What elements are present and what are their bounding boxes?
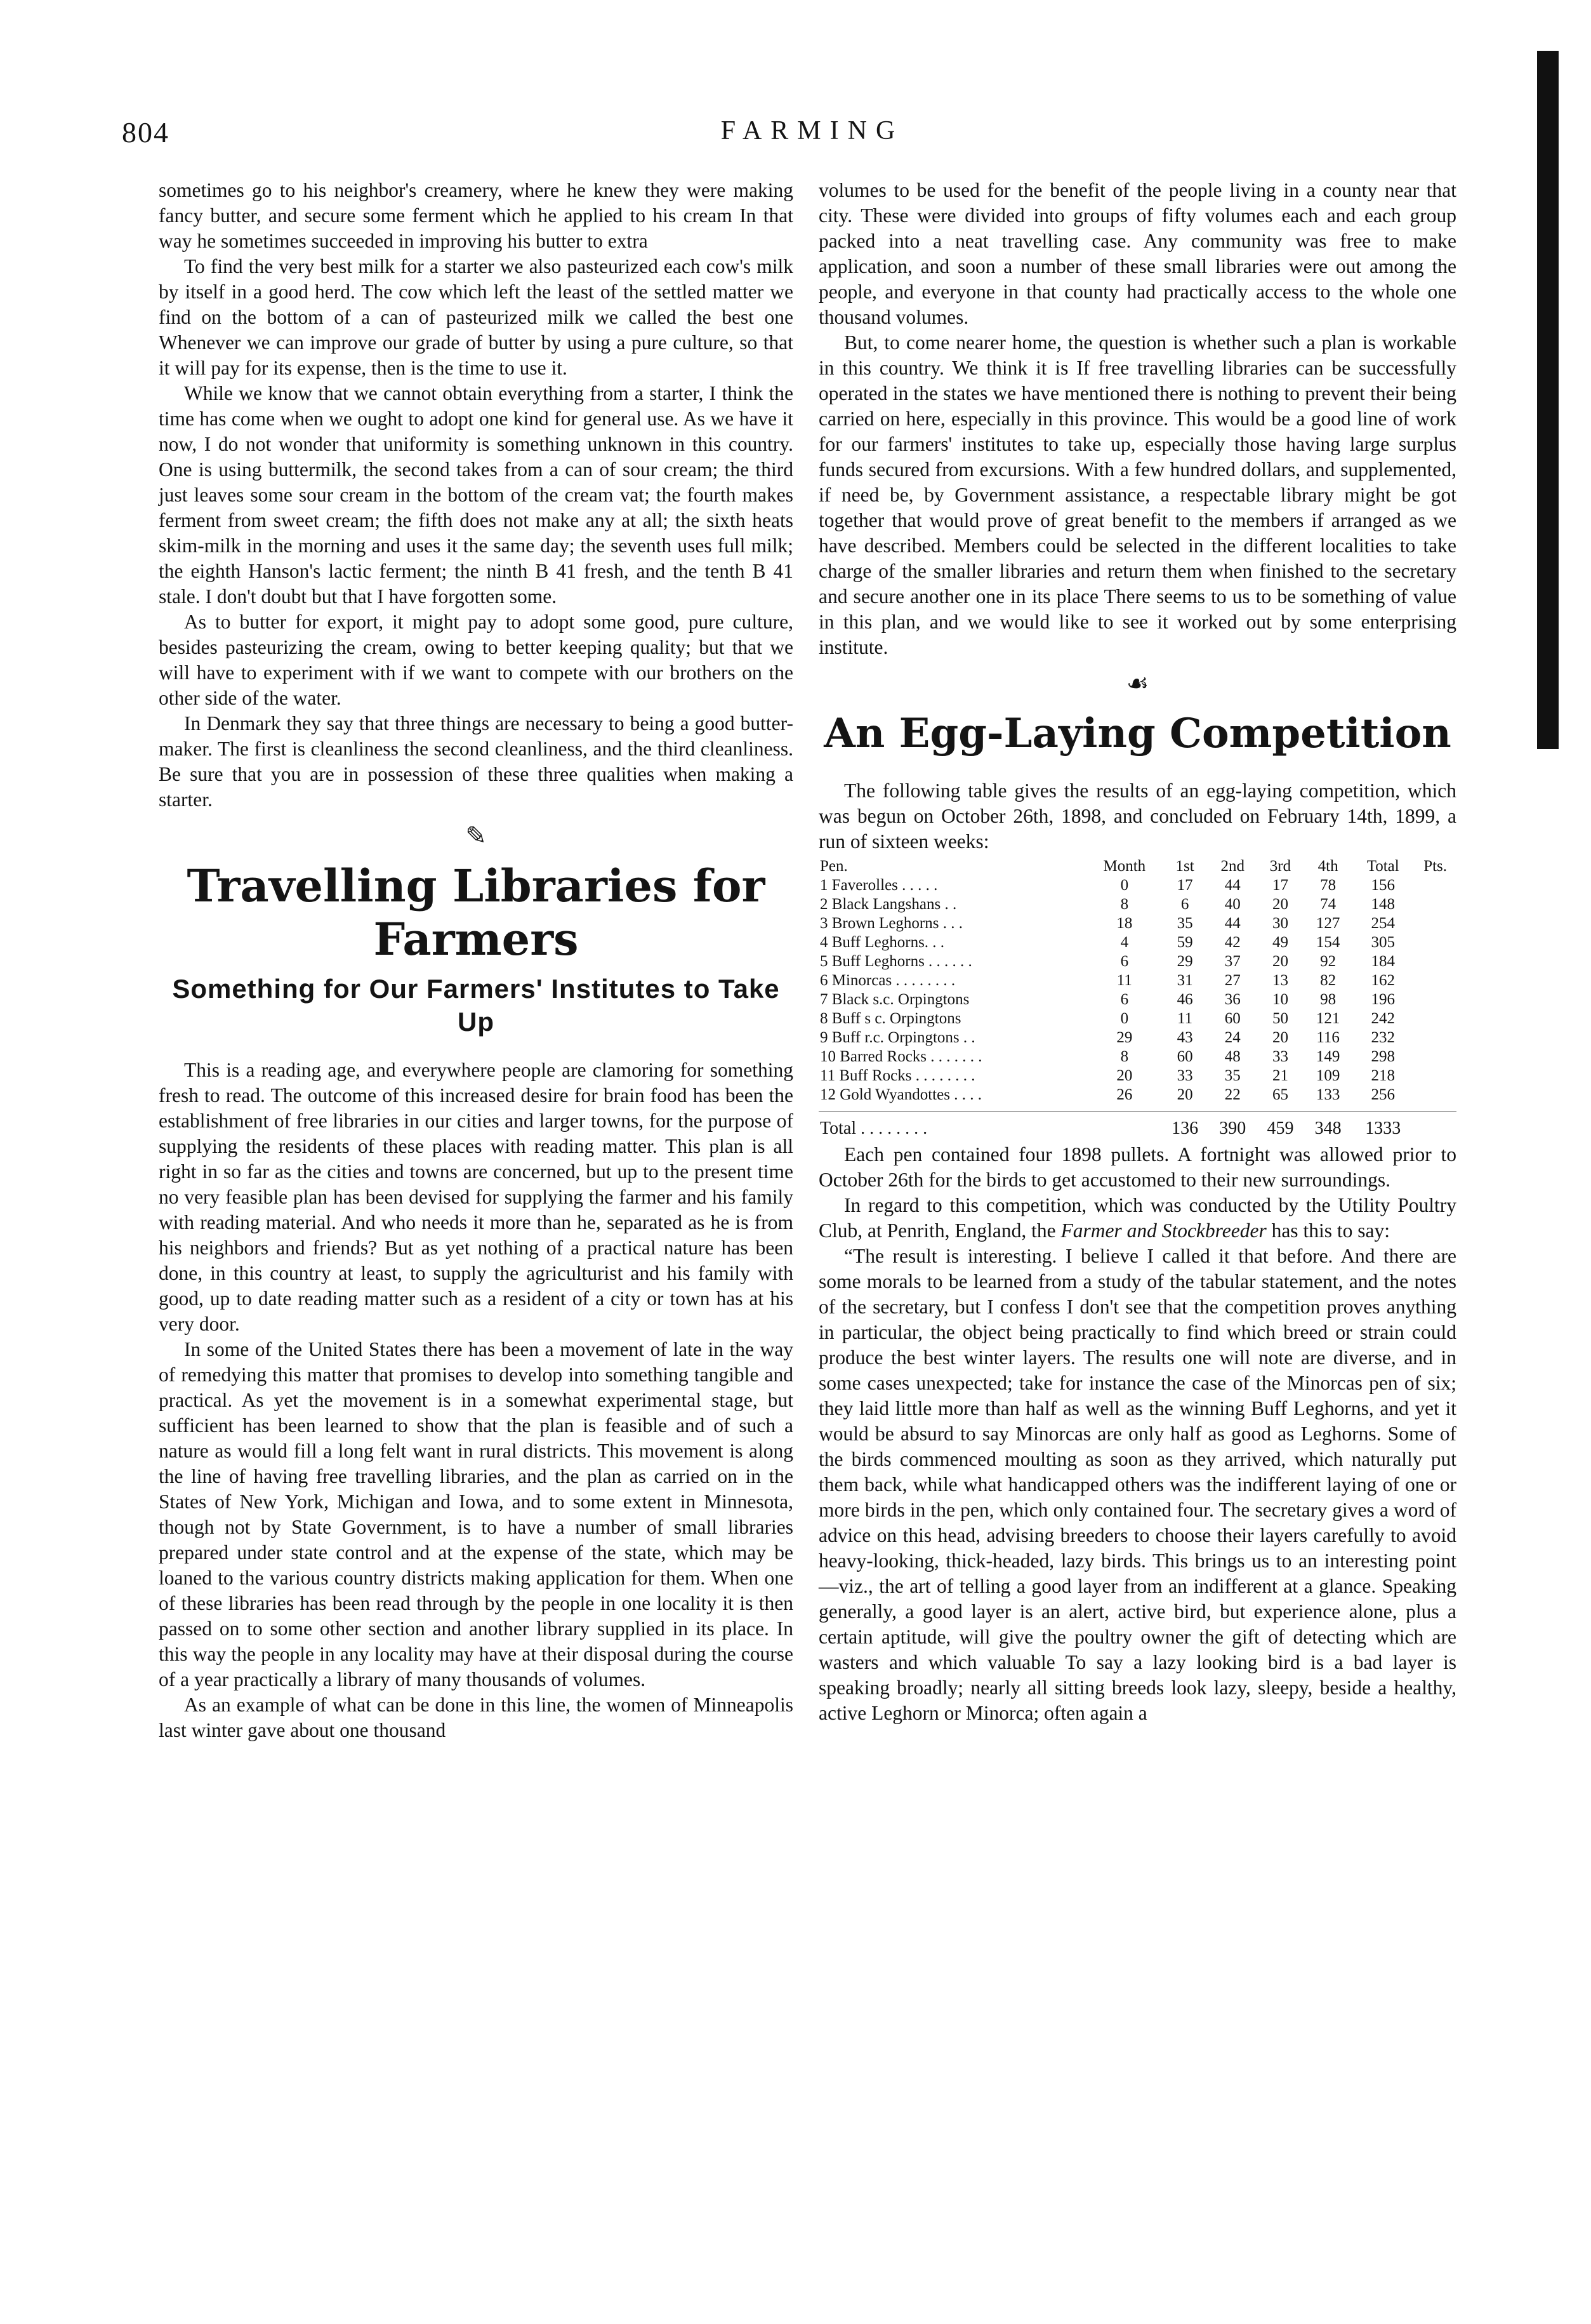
table-cell: 44	[1224, 915, 1241, 932]
table-cell: 11	[1177, 1010, 1193, 1027]
table-cell: 20	[1272, 1029, 1288, 1046]
paragraph: As to butter for export, it might pay to adopt some good, pure culture, besides pasteurizing the cream, owing to better keeping quality; but that we will have to experiment with if we want to compete with our brothers on the other side of the water.	[159, 611, 793, 709]
table-cell: 20	[1116, 1067, 1133, 1084]
table-cell: 21	[1272, 1067, 1288, 1084]
paragraph	[819, 1193, 1456, 1244]
paragraph: While we know that we cannot obtain everything from a starter, I think the time has come when we ought to adopt one kind for general use. As we have it now, I do not wonder that uniformity is something unknown in this country. One is using buttermilk, the second takes from a can of sour cream; the third just leaves some sour cream in the bottom of the cream vat; the fourth makes ferment from sweet cream; the fifth does not make any at all; the sixth heats skim-milk in the morning and uses it the same day; the seventh uses full milk; the eighth Hanson's lactic ferment; the ninth B 41 fresh, and the tenth B 41 stale. I don't doubt but that I have forgotten some.	[159, 382, 793, 608]
pen-name-cell: 12 Gold Wyandottes . . . .	[820, 1086, 982, 1103]
table-row	[819, 914, 1456, 933]
table-cell: 298	[1371, 1048, 1395, 1065]
table-row	[819, 1086, 1456, 1105]
paragraph: “The result is interesting. I believe I called it that before. And there are some morals to be learned from a study of the tabular statement, and the notes of the secretary, but I confess I don't see that the competition proves anything in particular, the object being practically to find which breed or strain could produce the best winter layers. The results one will note are diverse, and in some cases unexpected; take for instance the case of the Minorcas pen of six; they laid little more than half as well as the winning Buff Leghorns, and yet it would be absurd to say Minorcas are only half as good as Leghorns. Some of the birds commenced moulting as soon as they arrived, which naturally put them back, while what handicapped others was the indifferent laying of one or more birds in the pen, which only contained four. The secretary gives a word of advice on this head, advising breeders to choose their layers carefully to avoid heavy-looking, thick-headed, lazy birds. This brings us to an interesting point—viz., the art of telling a good layer from an indifferent at a glance. Speaking generally, a good layer is an alert, active bird, but experience alone, plus a certain aptitude, will give the poultry owner the gift of detecting which are wasters and which valuable To say a lazy looking bird is a bad layer is speaking broadly; nearly all sitting breeds look lazy, sleepy, beside a healthy, active Leghorn or Minorca; often again a	[819, 1245, 1456, 1724]
table-cell: 10	[1272, 991, 1288, 1008]
table-cell: 30	[1272, 915, 1288, 932]
table-cell: 18	[1116, 915, 1133, 932]
table-row	[819, 971, 1456, 990]
total-cell: 459	[1267, 1119, 1294, 1138]
table-cell: 0	[1120, 1010, 1129, 1027]
paragraph-text: has this to say:	[1271, 1219, 1390, 1242]
ornament-icon: ☙	[1126, 669, 1149, 698]
article-title-libraries: Travelling Libraries for Farmers	[187, 860, 765, 966]
table-cell: 6	[1120, 953, 1129, 970]
pen-name-cell: 11 Buff Rocks . . . . . . . .	[820, 1067, 975, 1084]
table-cell: 59	[1177, 934, 1193, 951]
table-row	[819, 952, 1456, 971]
table-cell: 11	[1116, 972, 1132, 989]
table-cell: 17	[1177, 877, 1193, 894]
table-cell: 121	[1316, 1010, 1340, 1027]
ornament-icon: ✎	[465, 821, 487, 850]
table-row	[819, 933, 1456, 952]
table-cell: 46	[1177, 991, 1193, 1008]
pen-name-cell: 10 Barred Rocks . . . . . . .	[820, 1048, 982, 1065]
table-cell: 148	[1371, 896, 1395, 913]
table-cell: 17	[1272, 877, 1288, 894]
table-cell: 162	[1371, 972, 1395, 989]
pen-name-cell: 9 Buff r.c. Orpingtons . .	[820, 1029, 975, 1046]
journal-title: Farmer and Stockbreeder	[1060, 1219, 1267, 1242]
paragraph: As an example of what can be done in this line, the women of Minneapolis last winter gave about one thousand	[159, 1694, 793, 1741]
page-number: 804	[122, 116, 169, 149]
total-cell: 136	[1172, 1119, 1199, 1138]
column-header: Pen.	[820, 858, 848, 875]
table-cell: 109	[1316, 1067, 1340, 1084]
table-cell: 44	[1224, 877, 1241, 894]
table-cell: 254	[1371, 915, 1395, 932]
table-cell: 156	[1371, 877, 1395, 894]
table-rule	[819, 1105, 1456, 1112]
table-cell: 92	[1320, 953, 1337, 970]
table-cell: 20	[1272, 953, 1288, 970]
paragraph: To find the very best milk for a starter we also pasteurized each cow's milk by itself in a good herd. The cow which left the least of the settled matter we find on the bottom of a can of pasteurized milk we called the best one Whenever we can improve our grade of butter by using a pure culture, so that it will pay for its expense, then is the time to use it.	[159, 255, 793, 379]
table-cell: 242	[1371, 1010, 1395, 1027]
table-header-row	[819, 857, 1456, 876]
column-header: Month	[1103, 858, 1146, 875]
table-cell: 6	[1120, 991, 1129, 1008]
table-cell: 127	[1316, 915, 1340, 932]
table-cell: 20	[1177, 1086, 1193, 1103]
table-cell: 49	[1272, 934, 1288, 951]
table-row	[819, 1066, 1456, 1086]
pen-name-cell: 2 Black Langshans . .	[820, 896, 957, 913]
table-cell: 8	[1120, 1048, 1129, 1065]
paragraph: Each pen contained four 1898 pullets. A fortnight was allowed prior to October 26th for the birds to get accustomed to their new surroundings.	[819, 1143, 1456, 1191]
column-header: 3rd	[1269, 858, 1291, 875]
article-title-egg-laying: An Egg-Laying Competition	[824, 710, 1451, 757]
pen-name-cell: 8 Buff s c. Orpingtons	[820, 1010, 961, 1027]
table-cell: 218	[1371, 1067, 1395, 1084]
table-cell: 36	[1224, 991, 1241, 1008]
table-cell: 27	[1224, 972, 1241, 989]
paragraph: sometimes go to his neighbor's creamery, where he knew they were making fancy butter, and secure some ferment which he applied to his cream In that way he sometimes succeeded in improving his butter to extra	[159, 179, 793, 252]
table-cell: 42	[1224, 934, 1241, 951]
table-cell: 98	[1320, 991, 1337, 1008]
column-header: 2nd	[1220, 858, 1245, 875]
table-cell: 74	[1320, 896, 1337, 913]
paragraph: The following table gives the results of an egg-laying competition, which was begun on October 26th, 1898, and concluded on February 14th, 1899, a run of sixteen weeks:	[819, 780, 1456, 853]
column-header: Total	[1366, 858, 1399, 875]
table-cell: 0	[1120, 877, 1129, 894]
table-cell: 232	[1371, 1029, 1395, 1046]
total-cell: 348	[1314, 1119, 1342, 1138]
table-cell: 133	[1316, 1086, 1340, 1103]
left-column	[159, 178, 793, 1743]
rule-line	[819, 1105, 1456, 1112]
table-row	[819, 1009, 1456, 1028]
paragraph: In some of the United States there has been a movement of late in the way of remedying this matter that promises to develop into something tangible and practical. As yet the movement is in a somewhat experimental stage, but sufficient has been learned to show that the plan is feasible and of such a nature as would fill a long felt want in rural districts. This movement is along the line of having free travelling libraries, and the plan as carried on in the States of New York, Michigan and Iowa, and to some extent in Minnesota, though not by State Government, is to have a number of small libraries prepared under state control and at the expense of the state, which may be loaned to the various country districts making application for them. When one of these libraries has been read through by the people in one locality it is then passed on to some other section and another library supplied in its place. In this way the people in any locality may have at their disposal during the course of a year practically a library of many thousands of volumes.	[159, 1338, 793, 1690]
table-cell: 196	[1371, 991, 1395, 1008]
table-cell: 6	[1180, 896, 1189, 913]
table-cell: 60	[1177, 1048, 1193, 1065]
table-row	[819, 895, 1456, 914]
table-cell: 35	[1177, 915, 1193, 932]
table-cell: 82	[1320, 972, 1337, 989]
table-cell: 35	[1224, 1067, 1241, 1084]
paragraph: But, to come nearer home, the question is whether such a plan is workable in this country. We think it is If free travelling libraries can be successfully operated in the states we have mentioned there is nothing to prevent their being carried on here, especially in this province. This would be a good line of work for our farmers' institutes to take up, especially those having large surplus funds secured from excursions. With a few hundred dollars, and supplemented, if need be, by Government assistance, a respectable library might be got together that would prove of great benefit to the members if arranged as we have described. Members could be selected in the different localities to take charge of the smaller libraries and return them when finished to the secretary and secure another one in its place There seems to us to be something of value in this plan, and we would like to see it worked out by some enterprising institute.	[819, 331, 1456, 658]
paragraph: In Denmark they say that three things are necessary to being a good butter-maker. The first is cleanliness the second cleanliness, and the third cleanliness. Be sure that you are in possession of these three qualities when making a starter.	[159, 712, 793, 811]
table-cell: 13	[1272, 972, 1288, 989]
table-row	[819, 876, 1456, 895]
table-cell: 20	[1272, 896, 1288, 913]
table-cell: 116	[1316, 1029, 1340, 1046]
table-cell: 37	[1224, 953, 1241, 970]
total-cell: 1333	[1365, 1119, 1401, 1138]
table-row	[819, 990, 1456, 1009]
table-cell: 50	[1272, 1010, 1288, 1027]
table-row	[819, 1028, 1456, 1047]
table-cell: 29	[1116, 1029, 1133, 1046]
paragraph: volumes to be used for the benefit of the people living in a county near that city. These were divided into groups of fifty volumes each and each group packed into a neat travelling case. Any community was free to make application, and soon a number of these small libraries were out among the people, and everyone in that county had practically access to the whole one thousand volumes.	[819, 179, 1456, 328]
table-total-row	[819, 1112, 1456, 1139]
table-cell: 256	[1371, 1086, 1395, 1103]
table-cell: 40	[1224, 896, 1241, 913]
column-header: Pts.	[1423, 858, 1448, 875]
pen-name-cell: 4 Buff Leghorns. . .	[820, 934, 945, 951]
table-cell: 149	[1316, 1048, 1340, 1065]
pen-name-cell: 6 Minorcas . . . . . . . .	[820, 972, 956, 989]
article-subtitle-libraries: Something for Our Farmers' Institutes to Take Up	[172, 974, 780, 1037]
table-cell: 22	[1224, 1086, 1241, 1103]
table-cell: 31	[1177, 972, 1193, 989]
table-cell: 60	[1224, 1010, 1241, 1027]
scan-edge-bar	[1537, 51, 1559, 749]
table-cell: 24	[1224, 1029, 1241, 1046]
total-cell	[1414, 1112, 1456, 1139]
paragraph-text: In regard to this competition, which was conducted by the Utility Poultry Club, at Penrith, England, the	[819, 1194, 1456, 1242]
running-head: FARMING	[720, 116, 904, 145]
paragraph: This is a reading age, and everywhere people are clamoring for something fresh to read. The outcome of this increased desire for brain food has been the establishment of free libraries in our cities and larger towns, for the purpose of supplying the residents of these places with reading matter. This plan is all right in so far as the cities and towns are concerned, but up to the present time no very feasible plan has been devised for supplying the farmer and his family with reading material. And who needs it more than he, separated as he is from his neighbors and friends? But as yet nothing of a practical nature has been done, in this country at least, to supply the agriculturist and his family with good, up to date reading matter such as a resident of a city or town has at his very door.	[159, 1059, 793, 1335]
pen-name-cell: 7 Black s.c. Orpingtons	[820, 991, 970, 1008]
table-cell: 65	[1272, 1086, 1288, 1103]
total-cell: 390	[1219, 1119, 1246, 1138]
table-cell: 78	[1320, 877, 1337, 894]
table-cell: 29	[1177, 953, 1193, 970]
table-cell: 305	[1371, 934, 1395, 951]
table-cell: 43	[1177, 1029, 1193, 1046]
egg-laying-results-table	[819, 857, 1456, 1138]
table-cell: 154	[1316, 934, 1340, 951]
table-cell: 26	[1116, 1086, 1133, 1103]
table-cell: 33	[1177, 1067, 1193, 1084]
table-cell: 8	[1120, 896, 1129, 913]
right-column	[819, 178, 1456, 1726]
table-cell: 48	[1224, 1048, 1241, 1065]
table-cell: 184	[1371, 953, 1395, 970]
pen-name-cell: 3 Brown Leghorns . . .	[820, 915, 963, 932]
column-header: 1st	[1175, 858, 1194, 875]
table-cell: 4	[1120, 934, 1129, 951]
total-label: Total . . . . . . . .	[820, 1119, 928, 1138]
table-cell: 33	[1272, 1048, 1288, 1065]
pen-name-cell: 5 Buff Leghorns . . . . . .	[820, 953, 972, 970]
table-row	[819, 1047, 1456, 1066]
column-header: 4th	[1317, 858, 1338, 875]
pen-name-cell: 1 Faverolles . . . . .	[820, 877, 938, 894]
